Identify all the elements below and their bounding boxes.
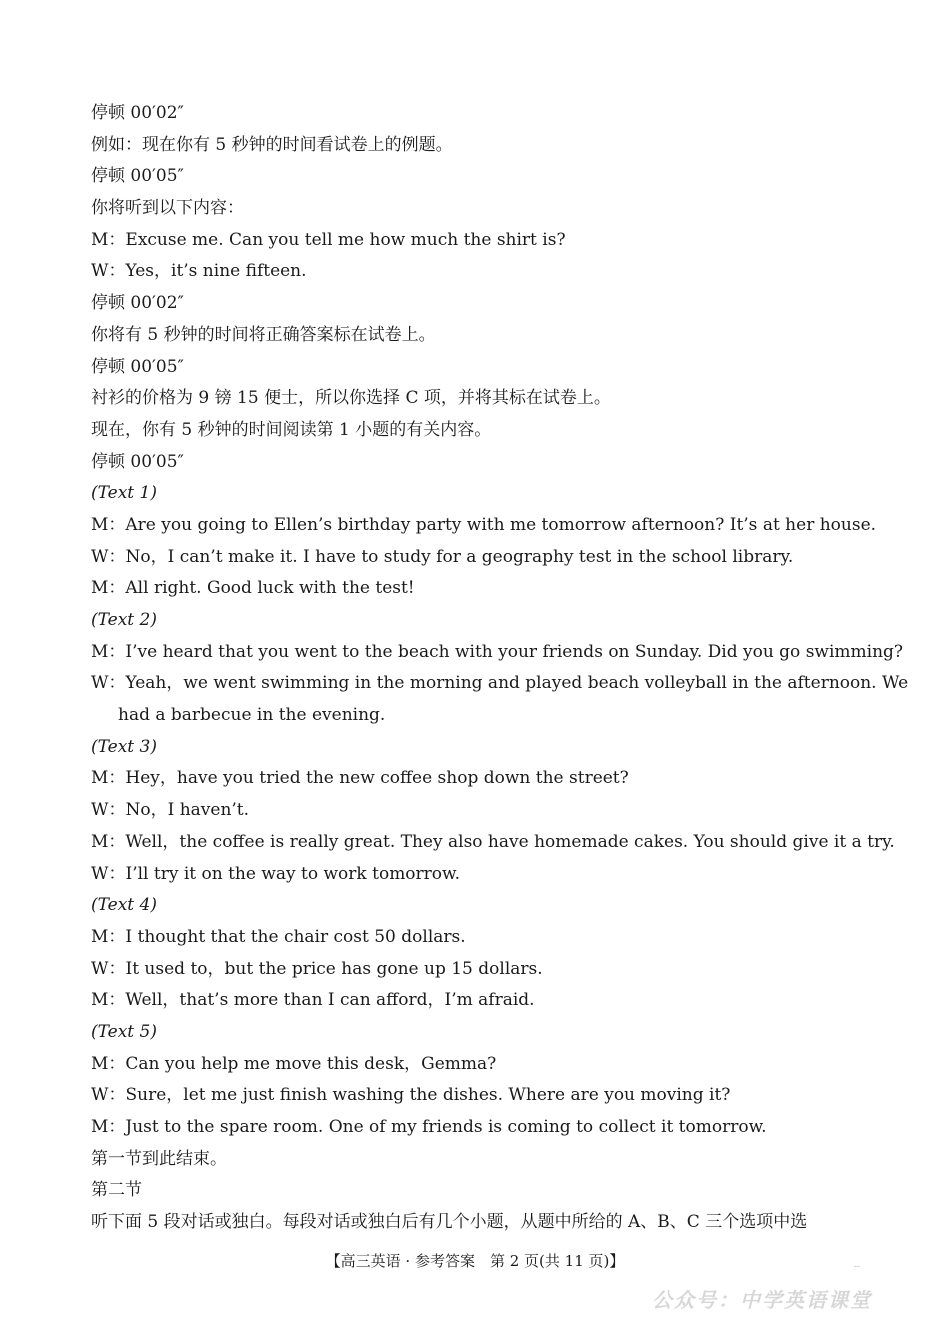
text-label: (Text 1) bbox=[91, 483, 157, 504]
page-footer: 【高三英语 · 参考答案 第 2 页(共 11 页)】 bbox=[325, 1252, 625, 1270]
text-line: M：Are you going to Ellen’s birthday party with me tomorrow afternoon? It’s at her house. bbox=[91, 514, 877, 535]
text-line: 例如：现在你有 5 秒钟的时间看试卷上的例题。 bbox=[91, 134, 453, 155]
text-line: M：Well，that’s more than I can afford，I’m afraid. bbox=[91, 990, 535, 1011]
text-line: 停顿 00′02″ bbox=[91, 103, 184, 123]
text-line: M：Hey，have you tried the new coffee shop down the street? bbox=[91, 768, 629, 789]
text-line: W：No，I haven’t. bbox=[91, 800, 250, 821]
text-line: 你将听到以下内容： bbox=[91, 198, 244, 219]
document-body bbox=[91, 98, 909, 1239]
text-line: W：No，I can’t make it. I have to study for a geography test in the school library. bbox=[91, 546, 794, 567]
text-line: 你将有 5 秒钟的时间将正确答案标在试卷上。 bbox=[91, 324, 436, 345]
text-line: M：I’ve heard that you went to the beach with your friends on Sunday. Did you go swimming? bbox=[91, 641, 904, 662]
text-line: M：Can you help me move this desk，Gemma? bbox=[91, 1053, 497, 1074]
text-label: (Text 3) bbox=[91, 736, 157, 757]
watermark: 公众号：中学英语课堂 bbox=[652, 1288, 872, 1312]
text-line: 听下面 5 段对话或独白。每段对话或独白后有几个小题，从题中所给的 A、B、C 三个选项中选 bbox=[91, 1212, 808, 1233]
text-line: W：Yes，it’s nine fifteen. bbox=[91, 261, 307, 282]
text-line: had a barbecue in the evening. bbox=[118, 705, 386, 726]
text-line: 停顿 00′05″ bbox=[91, 166, 184, 187]
text-line: M：I thought that the chair cost 50 dollars. bbox=[91, 926, 466, 947]
text-line: 第二节 bbox=[91, 1180, 142, 1201]
dash-mark: -- bbox=[853, 1262, 860, 1272]
text-line: M：All right. Good luck with the test! bbox=[91, 578, 415, 599]
text-line: 第一节到此结束。 bbox=[91, 1148, 227, 1169]
text-line: W：I’ll try it on the way to work tomorrow. bbox=[91, 863, 460, 884]
text-line: 停顿 00′05″ bbox=[91, 356, 184, 377]
text-label: (Text 4) bbox=[91, 895, 157, 916]
text-label: (Text 2) bbox=[91, 610, 157, 630]
text-line: 停顿 00′02″ bbox=[91, 293, 184, 314]
text-line: 现在，你有 5 秒钟的时间阅读第 1 小题的有关内容。 bbox=[91, 419, 492, 440]
text-line: 停顿 00′05″ bbox=[91, 451, 184, 472]
text-line: M：Excuse me. Can you tell me how much the shirt is? bbox=[91, 229, 566, 250]
text-line: M：Just to the spare room. One of my friends is coming to collect it tomorrow. bbox=[91, 1117, 767, 1137]
text-line: M：Well，the coffee is really great. They also have homemade cakes. You should give it a try. bbox=[91, 831, 895, 852]
text-line: 衬衫的价格为 9 镑 15 便士，所以你选择 C 项，并将其标在试卷上。 bbox=[91, 388, 611, 409]
text-line: W：Yeah，we went swimming in the morning and played beach volleyball in the afternoon. We bbox=[91, 673, 909, 694]
text-line: W：Sure，let me just finish washing the dishes. Where are you moving it? bbox=[91, 1085, 731, 1106]
text-label: (Text 5) bbox=[91, 1021, 157, 1042]
text-line: W：It used to，but the price has gone up 15 dollars. bbox=[91, 958, 543, 979]
